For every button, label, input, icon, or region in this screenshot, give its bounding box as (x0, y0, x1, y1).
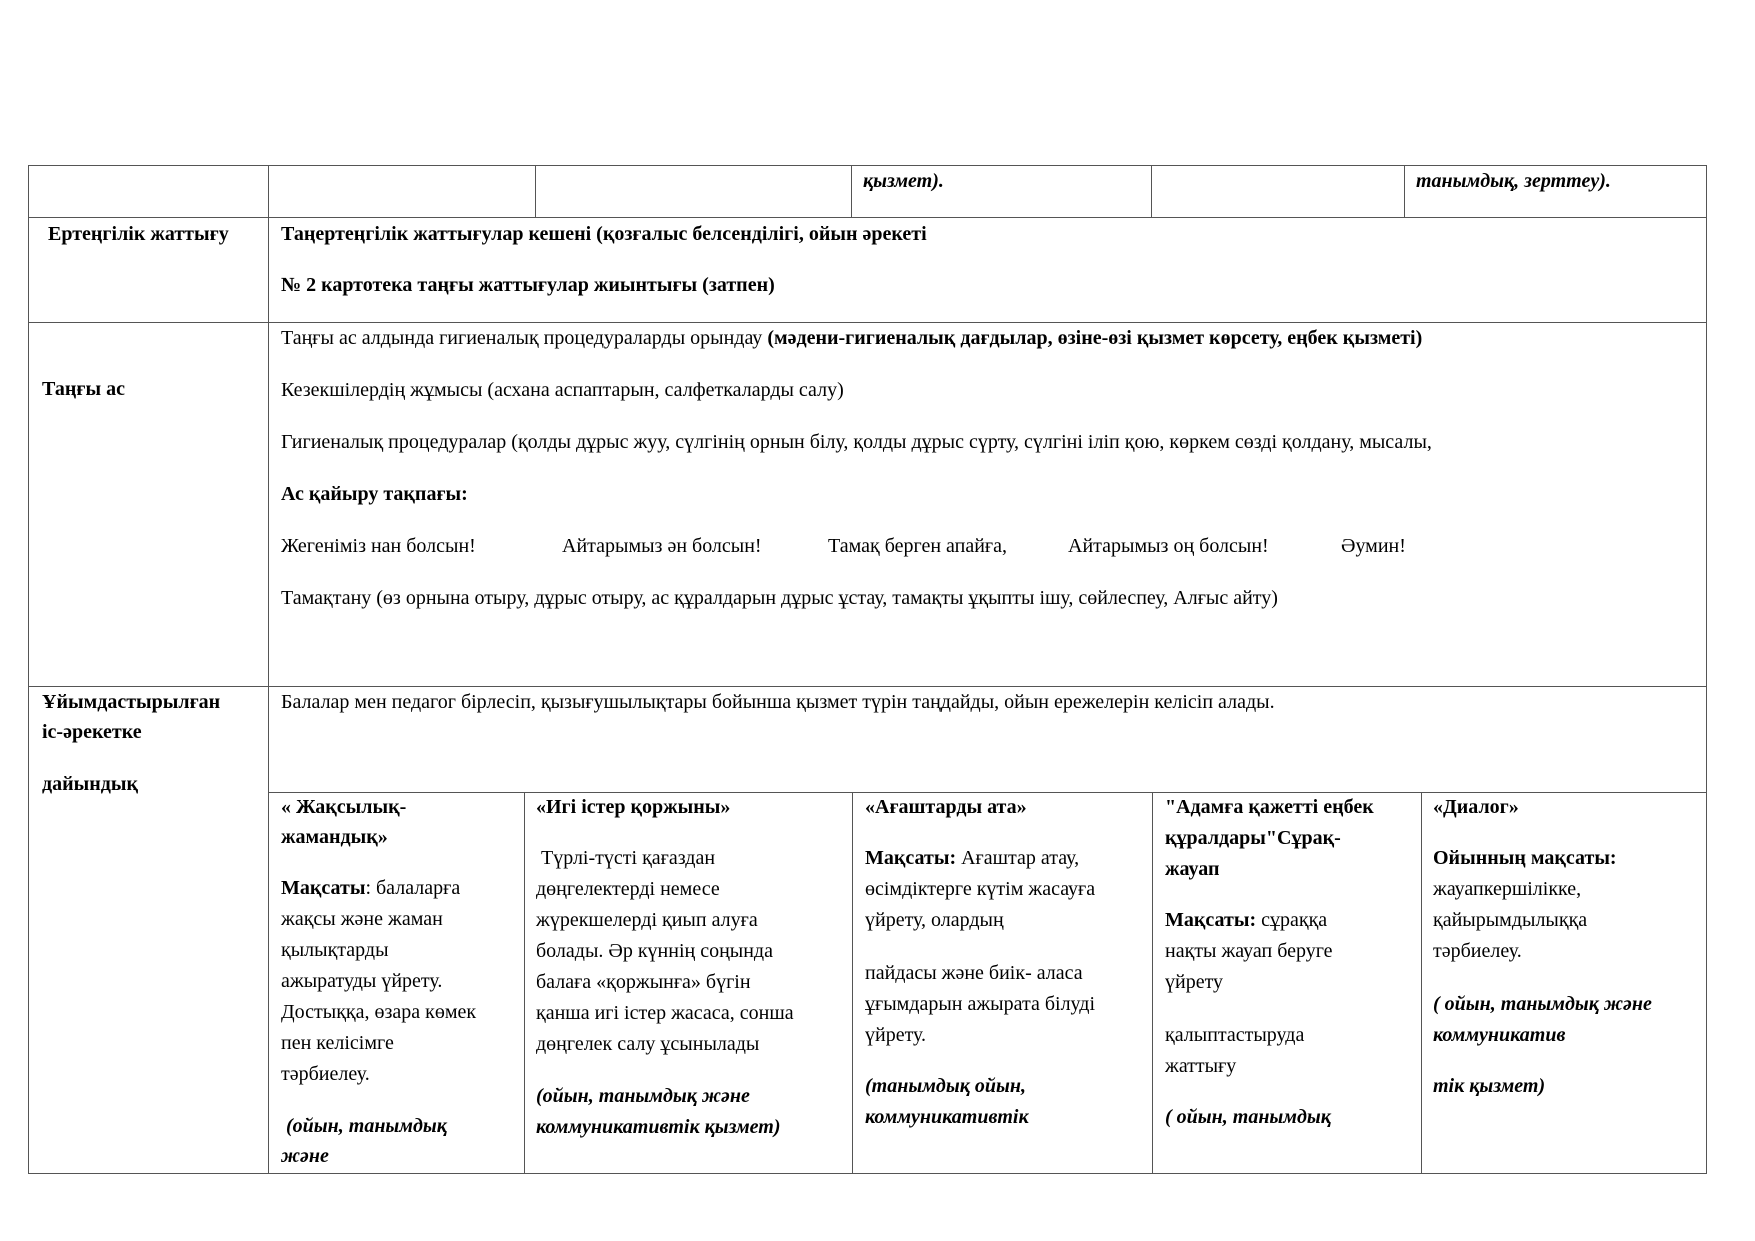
game2-text-line6: қанша игі істер жасаса, сонша (536, 1002, 794, 1024)
breakfast-line1-plain: Таңғы ас алдында гигиеналық процедураларды орындау (281, 327, 768, 349)
breakfast-label: Таңғы ас (42, 378, 125, 400)
game4-text-line1: қалыптастыруда (1165, 1024, 1305, 1046)
game5-goal-label: Ойынның мақсаты: (1433, 847, 1617, 869)
game3-tag-line2: коммуникативтік (865, 1106, 1029, 1128)
morning-exercise-line1: Таңертеңгілік жаттығулар кешені (қозғалыс белсенділігі, ойын әрекеті (281, 223, 927, 245)
game4-goal-text: сұраққа (1256, 909, 1328, 931)
game5-title: «Диалог» (1433, 796, 1519, 818)
game2-text-line5: балаға «қоржынға» бүгін (536, 971, 751, 993)
game1-goal-label: Мақсаты (281, 877, 366, 899)
prep-intro: Балалар мен педагог бірлесіп, қызығушылықтары бойынша қызмет түрін таңдайды, ойын ережелерін келісіп алады. (281, 691, 1275, 713)
game1-goal-text: : балаларға (365, 877, 461, 899)
top-row-text-col6: танымдық, зерттеу). (1416, 170, 1611, 192)
game3-text-line3: үйрету. (865, 1024, 927, 1046)
game4-goal-line3: үйрету (1165, 971, 1224, 993)
game2-tag-line1: (ойын, танымдық және (536, 1085, 750, 1107)
game1-goal-line2: жақсы және жаман (281, 908, 443, 930)
game3-goal-line2: өсімдіктерге күтім жасауға (865, 878, 1096, 900)
game3-goal-line3: үйрету, олардың (865, 909, 1004, 931)
game1-goal-line5: Достыққа, өзара көмек (281, 1001, 477, 1023)
game5-goal-line3: тәрбиелеу. (1433, 940, 1522, 962)
game4-title-line1: "Адамға қажетті еңбек (1165, 796, 1374, 818)
game3-tag-line1: (танымдық ойын, (865, 1075, 1026, 1097)
breakfast-line1-bold: (мәдени-гигиеналық дағдылар, өзіне-өзі қызмет көрсету, еңбек қызметі) (767, 327, 1423, 349)
top-row-text-col4: қызмет). (863, 170, 944, 192)
breakfast-line3: Гигиеналық процедуралар (қолды дұрыс жуу, сүлгінің орнын білу, қолды дұрыс сүрту, сүлгіні іліп қою, көркем сөзді қолдану, мысалы, (281, 431, 1432, 453)
game2-text-line7: дөңгелек салу ұсынылады (536, 1033, 760, 1055)
breakfast-line6: Тамақтану (өз орнына отыру, дұрыс отыру, ас құралдарын дұрыс ұстау, тамақты ұқыпты ішу, сөйлеспеу, Алғыс айту) (281, 587, 1278, 609)
game2-tag-line2: коммуникативтік қызмет) (536, 1116, 781, 1138)
game5-tag-line1: ( ойын, танымдық және (1433, 993, 1652, 1015)
top-row-cell-3 (535, 165, 852, 218)
game5-tag-line3: тік қызмет) (1433, 1075, 1546, 1097)
game3-text-line2: ұғымдарын ажырата білуді (865, 993, 1096, 1015)
breakfast-line2: Кезекшілердің жұмысы (асхана аспаптарын, салфеткаларды салу) (281, 379, 844, 401)
breakfast-line4: Ас қайыру тақпағы: (281, 483, 468, 505)
game1-goal-line4: ажыратуды үйрету. (281, 970, 443, 992)
game2-text-line2: дөңгелектерді немесе (536, 878, 720, 900)
morning-exercise-label: Ертеңгілік жаттығу (48, 223, 229, 245)
game1-tag-line1: (ойын, танымдық (281, 1115, 447, 1137)
game3-goal-label: Мақсаты: (865, 847, 957, 869)
breakfast-poem-4: Айтарымыз оң болсын! (1068, 535, 1269, 557)
game4-goal-line2: нақты жауап беруге (1165, 940, 1333, 962)
morning-exercise-line2: № 2 картотека таңғы жаттығулар жиынтығы (затпен) (281, 274, 775, 296)
game2-text-line4: болады. Әр күннің соңында (536, 940, 773, 962)
game2-text-line3: жүрекшелерді қиып алуға (536, 909, 758, 931)
prep-label-line3: дайындық (42, 773, 139, 795)
game2-title: «Игі істер қоржыны» (536, 796, 731, 818)
game4-title-line3: жауап (1165, 858, 1220, 880)
game1-title-line1: « Жақсылық- (281, 796, 407, 818)
top-row-cell-1 (28, 165, 269, 218)
game5-goal-line2: қайырымдылыққа (1433, 909, 1588, 931)
top-row-cell-2 (268, 165, 536, 218)
game1-tag-line2: және (281, 1145, 329, 1167)
game1-goal-line6: пен келісімге (281, 1032, 394, 1054)
breakfast-poem-1: Жегеніміз нан болсын! (281, 535, 476, 557)
game5-tag-line2: коммуникатив (1433, 1024, 1566, 1046)
game4-title-line2: құралдары"Сұрақ- (1165, 827, 1341, 849)
prep-label-line2: іс-әрекетке (42, 721, 142, 743)
game1-goal-line3: қылықтарды (281, 939, 389, 961)
game3-goal-line1 (865, 843, 1079, 873)
breakfast-poem-2: Айтарымыз ән болсын! (562, 535, 762, 557)
game2-text-line1: Түрлі-түсті қағаздан (536, 847, 716, 869)
game4-goal-label: Мақсаты: (1165, 909, 1257, 931)
prep-label-cell (28, 686, 269, 1174)
game4-text-line2: жаттығу (1165, 1055, 1237, 1077)
top-row-cell-5 (1151, 165, 1405, 218)
game4-tag-line1: ( ойын, танымдық (1165, 1106, 1331, 1128)
game4-goal-line1 (1165, 905, 1327, 935)
game3-title: «Ағаштарды ата» (865, 796, 1027, 818)
game3-text-line1: пайдасы және биік- аласа (865, 962, 1083, 984)
game1-goal-line7: тәрбиелеу. (281, 1063, 370, 1085)
game1-title-line2: жамандық» (281, 826, 388, 848)
prep-label-line1: Ұйымдастырылған (42, 691, 221, 713)
game3-goal-text: Ағаштар атау, (956, 847, 1080, 869)
game5-goal-line1: жауапкершілікке, (1433, 878, 1582, 900)
game1-goal-line1 (281, 873, 460, 903)
breakfast-poem-5: Әумин! (1341, 535, 1406, 557)
breakfast-line1 (281, 323, 1422, 353)
breakfast-poem-3: Тамақ берген апайға, (828, 535, 1007, 557)
